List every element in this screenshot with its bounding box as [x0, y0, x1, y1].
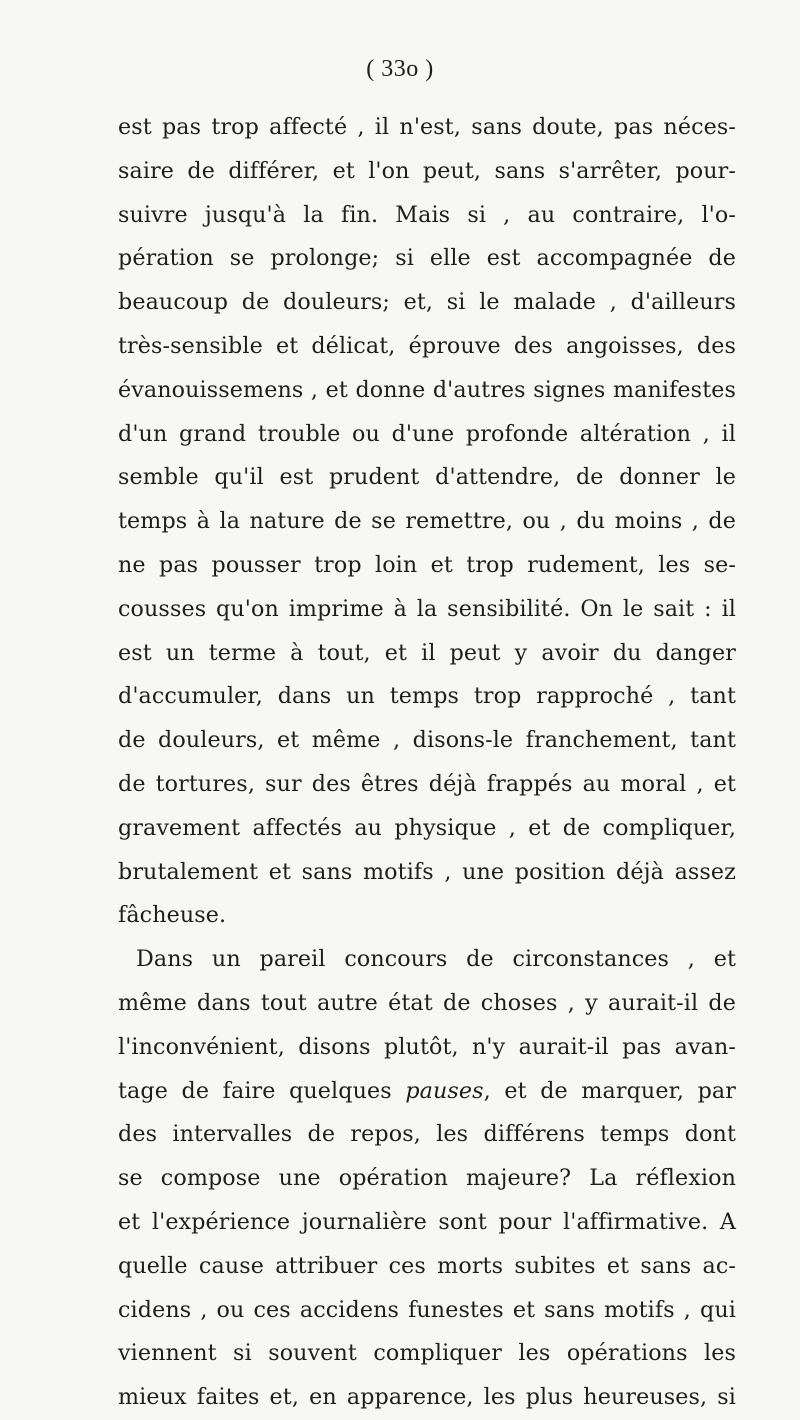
text-line: ne pas pousser trop loin et trop rudement, les se- — [118, 551, 736, 578]
text-line: pération se prolonge; si elle est accompagnée de — [118, 245, 736, 272]
text-line: évanouissemens , et donne d'autres signes manifestes — [118, 376, 736, 403]
text-line: même dans tout autre état de choses , y aurait-il de — [118, 989, 736, 1016]
text-line: est un terme à tout, et il peut y avoir du danger — [118, 639, 736, 666]
text-line: de tortures, sur des êtres déjà frappés au moral , et — [118, 770, 736, 797]
text-line: gravement affectés au physique , et de compliquer, — [118, 814, 736, 841]
text-line: brutalement et sans motifs , une position déjà assez — [118, 858, 736, 885]
text-line: viennent si souvent compliquer les opérations les — [118, 1340, 736, 1367]
text-line: beaucoup de douleurs; et, si le malade , d'ailleurs — [118, 289, 736, 316]
text-line: semble qu'il est prudent d'attendre, de donner le — [118, 464, 736, 491]
text-line: très-sensible et délicat, éprouve des angoisses, des — [118, 332, 736, 359]
text-line: quelle cause attribuer ces morts subites et sans ac- — [118, 1252, 736, 1279]
text-line: temps à la nature de se remettre, ou , du moins , de — [118, 508, 736, 535]
text-line: est pas trop affecté , il n'est, sans doute, pas néces- — [118, 114, 736, 140]
text-run: tage de faire quelques — [118, 1077, 406, 1104]
text-line: de douleurs, et même , disons-le franchement, tant — [118, 727, 736, 754]
page-number: ( 33o ) — [366, 56, 434, 82]
text-line: fâcheuse. — [118, 902, 227, 929]
text-line — [118, 1070, 736, 1114]
text-line: et l'expérience journalière sont pour l'affirmative. A — [118, 1208, 736, 1235]
emphasized-word: pauses — [405, 1077, 484, 1104]
text-line: mieux faites et, en apparence, les plus heureuses, si — [118, 1384, 736, 1411]
text-line: suivre jusqu'à la fin. Mais si , au contraire, l'o- — [118, 201, 736, 228]
text-line: d'accumuler, dans un temps trop rapproché , tant — [118, 683, 736, 710]
text-line: saire de différer, et l'on peut, sans s'arrêter, pour- — [118, 157, 736, 184]
text-line: cousses qu'on imprime à la sensibilité. On le sait : il — [118, 595, 736, 622]
text-line: d'un grand trouble ou d'une profonde altération , il — [118, 420, 736, 447]
text-run: , et de marquer, par — [483, 1077, 736, 1104]
body-text — [118, 106, 736, 1420]
text-line: se compose une opération majeure? La réflexion — [118, 1165, 736, 1192]
text-line: Dans un pareil concours de circonstances , et — [136, 946, 736, 973]
text-line: cidens , ou ces accidens funestes et sans motifs , qui — [118, 1296, 736, 1323]
text-line: des intervalles de repos, les différens temps dont — [118, 1121, 736, 1148]
text-line: l'inconvénient, disons plutôt, n'y aurait-il pas avan- — [118, 1033, 736, 1060]
